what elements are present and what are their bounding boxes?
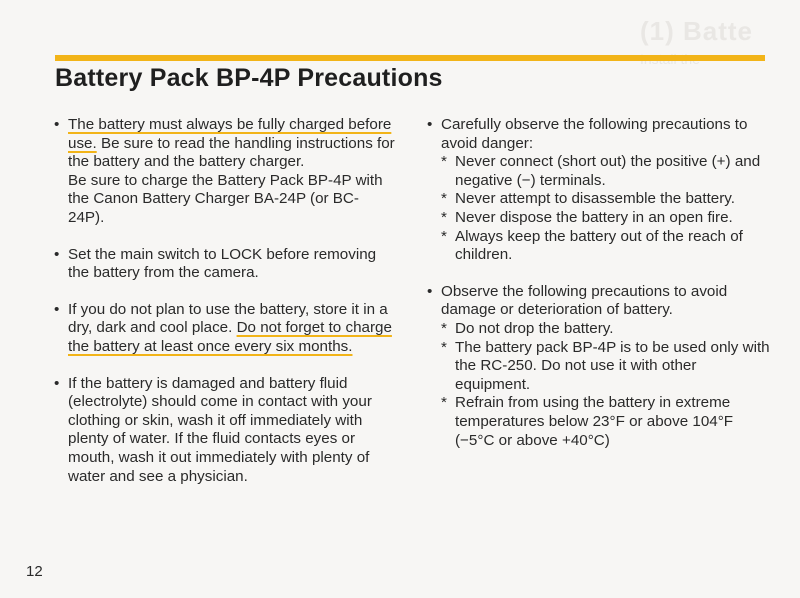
precaution-full-charge	[52, 116, 395, 228]
sub-item: * Never connect (short out) the positive (+) and negative (−) terminals.	[441, 153, 770, 190]
bleed-through-text	[640, 0, 800, 130]
sub-item: * Do not drop the battery.	[441, 320, 770, 339]
sub-item: * Never attempt to disassemble the battery.	[441, 190, 770, 209]
highlighted-text: The battery must always be fully charged before use.	[68, 116, 392, 152]
title-accent-rule	[55, 55, 765, 61]
precaution-damage	[425, 283, 770, 450]
precaution-main-switch	[52, 246, 395, 283]
sub-item: * Never dispose the battery in an open fire.	[441, 209, 770, 228]
intro-text: • Carefully observe the following precautions to avoid danger:	[441, 116, 748, 152]
page-number: 12	[26, 563, 43, 580]
bleed-through-heading: (1) Batte	[640, 16, 754, 46]
page-title: Battery Pack BP-4P Precautions	[55, 64, 443, 92]
precaution-danger	[425, 116, 770, 265]
sub-item: * The battery pack BP-4P is to be used only with the RC-250. Do not use it with other equipment.	[441, 339, 770, 395]
body-text: Be sure to read the handling instructions for the battery and the battery charger.	[68, 134, 395, 171]
highlighted-text: Do not forget to charge the battery at least once every six months.	[68, 319, 392, 355]
precaution-storage	[52, 301, 395, 357]
body-text: If you do not plan to use the battery, store it in a dry, dark and cool place.	[68, 300, 388, 337]
paragraph-charger: Be sure to charge the Battery Pack BP-4P with the Canon Battery Charger BA-24P (or BC-24P).	[68, 171, 383, 226]
body-text: If the battery is damaged and battery fluid (electrolyte) should come in contact with your clothing or skin, wash it off immediately with plenty of water. If the fluid contacts eyes or mouth, wash it out immediately with plenty of water and see a physician.	[68, 374, 372, 485]
sub-item: * Always keep the battery out of the reach of children.	[441, 228, 770, 265]
body-text: Set the main switch to LOCK before removing the battery from the camera.	[68, 245, 377, 282]
right-column	[425, 116, 770, 468]
paragraph	[68, 116, 395, 172]
sub-item: * Refrain from using the battery in extreme temperatures below 23°F or above 104°F (−5°C or above +40°C)	[441, 394, 770, 450]
left-column	[52, 116, 395, 504]
intro-text: • Observe the following precautions to avoid damage or deterioration of battery.	[441, 282, 728, 319]
precaution-electrolyte	[52, 375, 395, 487]
